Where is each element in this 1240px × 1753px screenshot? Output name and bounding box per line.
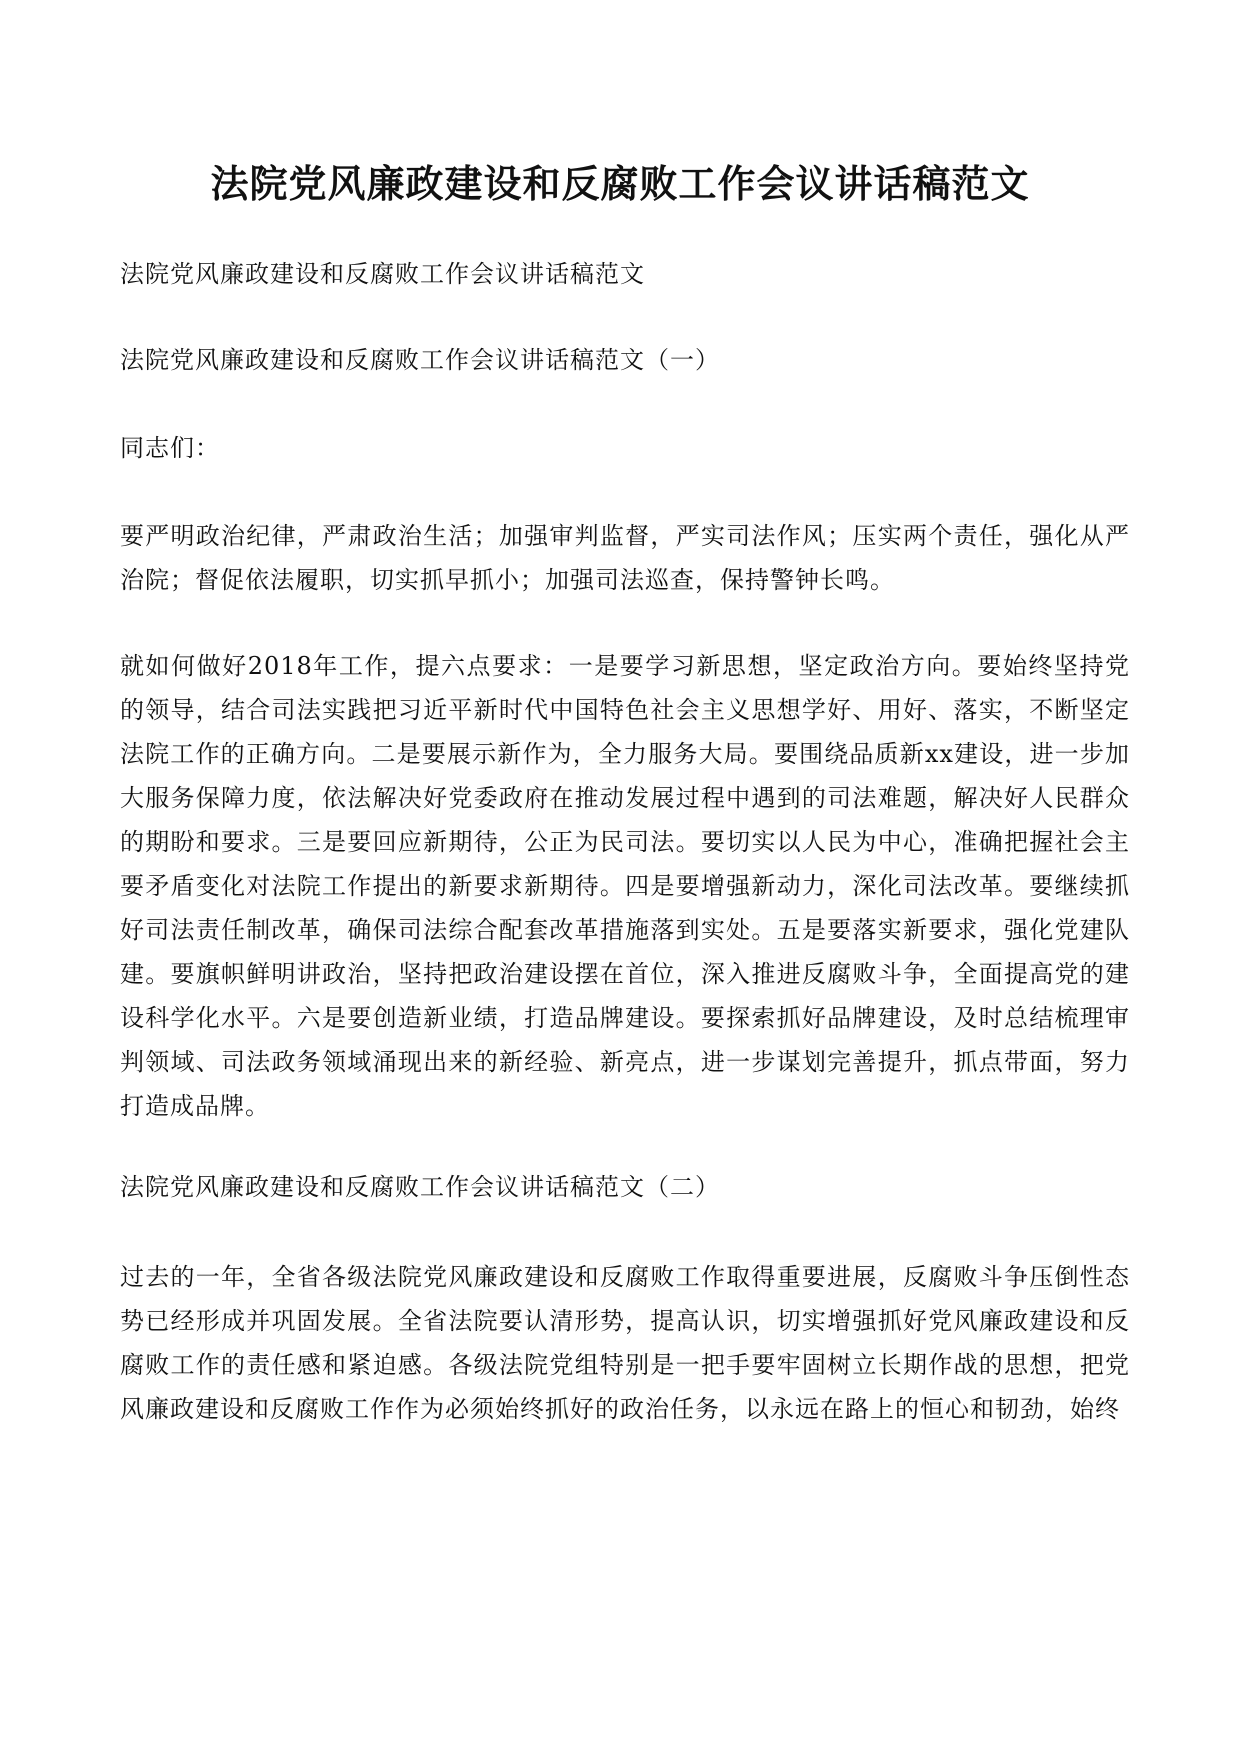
- paragraph-3: 过去的一年，全省各级法院党风廉政建设和反腐败工作取得重要进展，反腐败斗争压倒性态势已经形成并巩固发展。全省法院要认清形势，提高认识，切实增强抓好党风廉政建设和反腐败工作的责任感和紧迫感。各级法院党组特别是一把手要牢固树立长期作战的思想，把党风廉政建设和反腐败工作作为必须始终抓好的政治任务，以永远在路上的恒心和韧劲，始终: [120, 1263, 1130, 1423]
- document-title: 法院党风廉政建设和反腐败工作会议讲话稿范文: [210, 161, 1030, 206]
- section-heading-1: 法院党风廉政建设和反腐败工作会议讲话稿范文（一）: [120, 346, 720, 374]
- paragraph-1: 要严明政治纪律，严肃政治生活；加强审判监督，严实司法作风；压实两个责任，强化从严治院；督促依法履职，切实抓早抓小；加强司法巡查，保持警钟长鸣。: [120, 522, 1130, 594]
- document-subtitle: 法院党风廉政建设和反腐败工作会议讲话稿范文: [120, 260, 645, 288]
- section-heading-2: 法院党风廉政建设和反腐败工作会议讲话稿范文（二）: [120, 1173, 720, 1201]
- paragraph-2: 就如何做好2018年工作，提六点要求：一是要学习新思想，坚定政治方向。要始终坚持党的领导，结合司法实践把习近平新时代中国特色社会主义思想学好、用好、落实，不断坚定法院工作的正确方向。二是要展示新作为，全力服务大局。要围绕品质新xx建设，进一步加大服务保障力度，依法解决好党委政府在推动发展过程中遇到的司法难题，解决好人民群众的期盼和要求。三是要回应新期待，公正为民司法。要切实以人民为中心，准确把握社会主要矛盾变化对法院工作提出的新要求新期待。四是要增强新动力，深化司法改革。要继续抓好司法责任制改革，确保司法综合配套改革措施落到实处。五是要落实新要求，强化党建队建。要旗帜鲜明讲政治，坚持把政治建设摆在首位，深入推进反腐败斗争，全面提高党的建设科学化水平。六是要创造新业绩，打造品牌建设。要探索抓好品牌建设，及时总结梳理审判领域、司法政务领域涌现出来的新经验、新亮点，进一步谋划完善提升，抓点带面，努力打造成品牌。: [120, 652, 1130, 1120]
- salutation: 同志们：: [120, 434, 220, 462]
